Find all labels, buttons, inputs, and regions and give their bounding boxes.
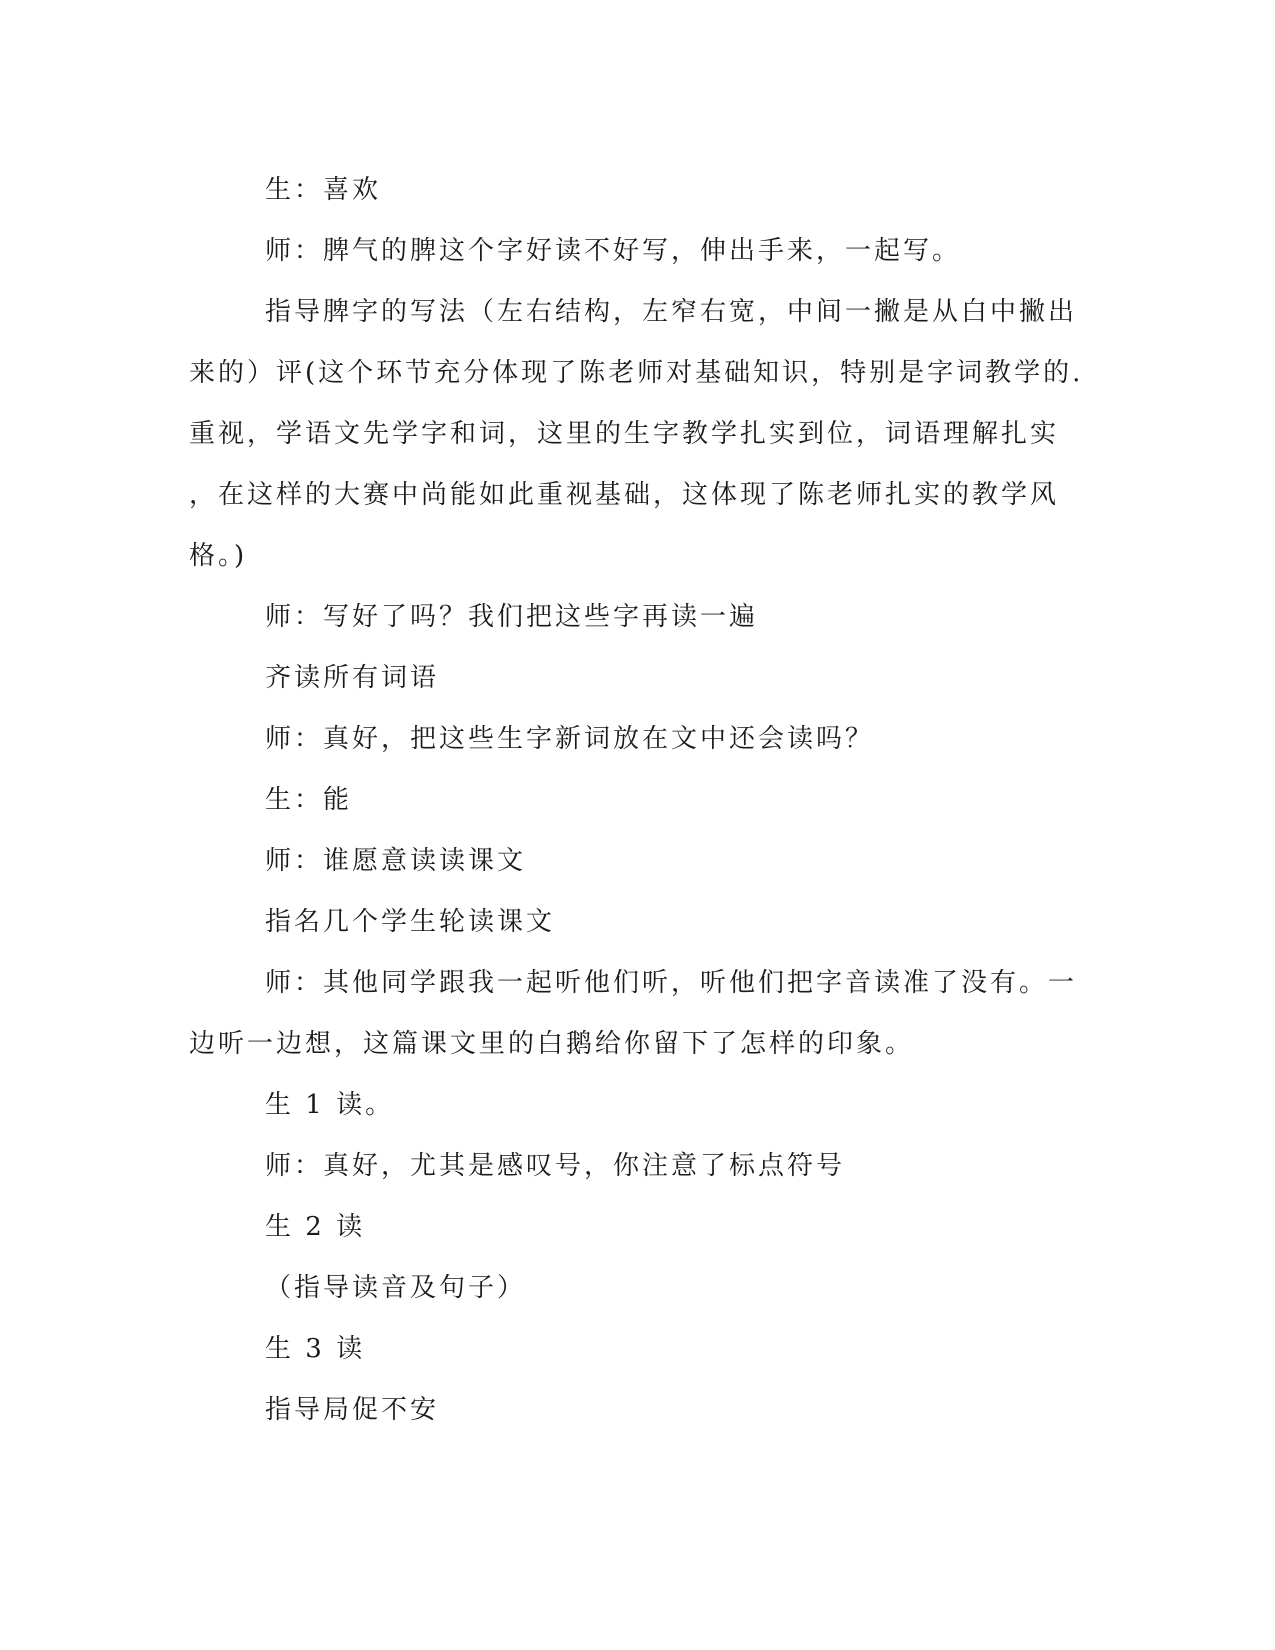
dialogue-line: 边听一边想，这篇课文里的白鹅给你留下了怎样的印象。 xyxy=(189,1029,915,1059)
paragraph-line: 来的）评(这个环节充分体现了陈老师对基础知识，特别是字词教学的. xyxy=(189,358,1084,388)
dialogue-line: 师：其他同学跟我一起听他们听，听他们把字音读准了没有。一 xyxy=(265,968,1078,998)
dialogue-line: 师：真好，把这些生字新词放在文中还会读吗？ xyxy=(265,724,875,754)
paragraph-line: 重视，学语文先学字和词，这里的生字教学扎实到位，词语理解扎实 xyxy=(189,419,1060,449)
instruction-line: （指导读音及句子） xyxy=(265,1273,527,1303)
dialogue-line: 师：脾气的脾这个字好读不好写，伸出手来，一起写。 xyxy=(265,236,962,266)
instruction-line: 指导局促不安 xyxy=(265,1395,440,1425)
dialogue-line: 生 2 读 xyxy=(265,1212,366,1242)
dialogue-line: 生 3 读 xyxy=(265,1334,366,1364)
instruction-line: 指名几个学生轮读课文 xyxy=(265,907,556,937)
instruction-line: 齐读所有词语 xyxy=(265,663,440,693)
dialogue-line: 师：真好，尤其是感叹号，你注意了标点符号 xyxy=(265,1151,846,1181)
dialogue-line: 生：能 xyxy=(265,785,353,815)
dialogue-line: 生：喜欢 xyxy=(265,175,382,205)
paragraph-line: ，在这样的大赛中尚能如此重视基础，这体现了陈老师扎实的教学风 xyxy=(189,480,1060,510)
dialogue-line: 师：谁愿意读读课文 xyxy=(265,846,527,876)
paragraph-line: 指导脾字的写法（左右结构，左窄右宽，中间一撇是从白中撇出 xyxy=(265,297,1078,327)
paragraph-line: 格。) xyxy=(189,541,248,571)
dialogue-line: 生 1 读。 xyxy=(265,1090,395,1120)
dialogue-line: 师：写好了吗？我们把这些字再读一遍 xyxy=(265,602,759,632)
